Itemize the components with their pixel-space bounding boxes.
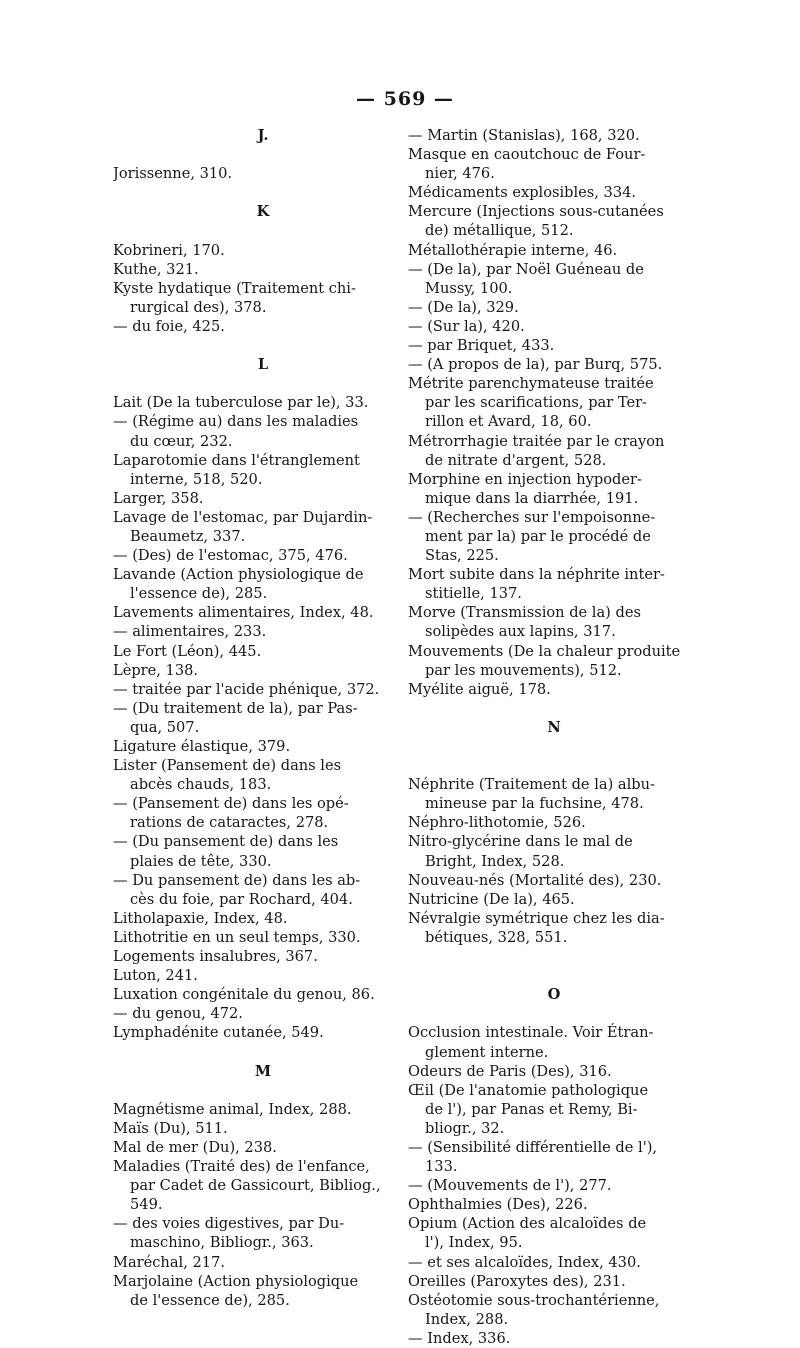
index-entry: Marjolaine (Action physiologique <box>113 1272 359 1290</box>
index-entry: — (Pansement de) dans les opé- <box>113 795 349 813</box>
index-entry: Jorissenne, 310. <box>113 165 233 183</box>
index-entry: rations de cataractes, 278. <box>130 814 329 832</box>
index-entry: Métallothérapie interne, 46. <box>408 241 618 259</box>
index-entry: — (Régime au) dans les maladies <box>113 413 359 431</box>
index-entry: Néphrite (Traitement de la) albu- <box>408 776 655 794</box>
blank-line <box>113 1043 413 1062</box>
blank-line <box>113 183 413 202</box>
index-entry: bliogr., 32. <box>425 1119 505 1137</box>
index-entry: Beaumetz, 337. <box>130 527 246 545</box>
index-entry: Masque en caoutchouc de Four- <box>408 146 646 164</box>
index-entry: solipèdes aux lapins, 317. <box>425 623 616 641</box>
index-entry: Kobrineri, 170. <box>113 241 225 259</box>
index-entry: Lavande (Action physiologique de <box>113 566 364 584</box>
index-entry: Lèpre, 138. <box>113 661 199 679</box>
section-letter: L <box>257 356 269 374</box>
index-entry: Laparotomie dans l'étranglement <box>113 451 360 469</box>
index-entry: 133. <box>425 1158 458 1176</box>
section-letter: O <box>547 986 561 1004</box>
index-entry: Morve (Transmission de la) des <box>408 604 641 622</box>
index-entry: Nitro-glycérine dans le mal de <box>408 833 633 851</box>
index-entry: Le Fort (Léon), 445. <box>113 642 262 660</box>
index-entry: — (Des) de l'estomac, 375, 476. <box>113 547 348 565</box>
index-entry: Mussy, 100. <box>425 279 513 297</box>
blank-line <box>408 947 700 966</box>
index-entry: — (Du traitement de la), par Pas- <box>113 699 358 717</box>
index-entry: — Index, 336. <box>408 1329 511 1347</box>
index-entry: par les mouvements), 512. <box>425 661 622 679</box>
index-entry: Magnétisme animal, Index, 288. <box>113 1100 352 1118</box>
blank-line <box>408 699 700 718</box>
index-entry: Opium (Action des alcaloïdes de <box>408 1215 647 1233</box>
index-entry: Stas, 225. <box>425 547 499 565</box>
index-entry: Litholapaxie, Index, 48. <box>113 909 288 927</box>
index-entry: Lait (De la tuberculose par le), 33. <box>113 394 369 412</box>
index-entry: de l'), par Panas et Remy, Bi- <box>425 1100 638 1118</box>
index-entry: Odeurs de Paris (Des), 316. <box>408 1062 612 1080</box>
index-entry: nier, 476. <box>425 165 495 183</box>
index-entry: — par Briquet, 433. <box>408 337 555 355</box>
index-entry: Lymphadénite cutanée, 549. <box>113 1024 324 1042</box>
index-entry: qua, 507. <box>130 718 200 736</box>
index-entry: Lister (Pansement de) dans les <box>113 757 342 775</box>
index-entry: Métrite parenchymateuse traitée <box>408 375 654 393</box>
index-entry: Maïs (Du), 511. <box>113 1119 228 1137</box>
index-entry: bétiques, 328, 551. <box>425 928 568 946</box>
index-entry: du cœur, 232. <box>130 432 233 450</box>
index-entry: — (Sur la), 420. <box>408 317 525 335</box>
index-entry: — du genou, 472. <box>113 1005 243 1023</box>
index-entry: Mouvements (De la chaleur produite <box>408 642 681 660</box>
index-entry: l'essence de), 285. <box>130 585 268 603</box>
index-entry: Index, 288. <box>425 1310 509 1328</box>
index-entry: — alimentaires, 233. <box>113 623 267 641</box>
index-entry: Médicaments explosibles, 334. <box>408 184 637 202</box>
blank-line <box>408 737 700 756</box>
index-entry: interne, 518, 520. <box>130 470 263 488</box>
index-entry: Néphro-lithotomie, 526. <box>408 814 586 832</box>
index-entry: plaies de tête, 330. <box>130 852 272 870</box>
index-entry: — (A propos de la), par Burq, 575. <box>408 356 663 374</box>
index-entry: — du foie, 425. <box>113 317 225 335</box>
index-entry: Lavements alimentaires, Index, 48. <box>113 604 374 622</box>
index-entry: — (Sensibilité différentielle de l'), <box>408 1138 658 1156</box>
index-column-right <box>408 126 700 1348</box>
blank-line <box>113 336 413 355</box>
index-entry: — (Du pansement de) dans les <box>113 833 339 851</box>
index-entry: Maréchal, 217. <box>113 1253 225 1271</box>
index-entry: cès du foie, par Rochard, 404. <box>130 890 353 908</box>
section-letter: K <box>256 203 270 221</box>
blank-line <box>113 1081 413 1100</box>
index-entry: de) métallique, 512. <box>425 222 574 240</box>
index-column-left <box>113 126 413 1310</box>
index-entry: Luton, 241. <box>113 967 198 985</box>
index-entry: par Cadet de Gassicourt, Bibliog., <box>130 1177 381 1195</box>
index-entry: Mal de mer (Du), 238. <box>113 1138 277 1156</box>
index-entry: abcès chauds, 183. <box>130 776 272 794</box>
index-entry: — (De la), 329. <box>408 298 519 316</box>
index-entry: l'), Index, 95. <box>425 1234 523 1252</box>
index-entry: Bright, Index, 528. <box>425 852 565 870</box>
index-entry: Occlusion intestinale. Voir Étran- <box>408 1024 654 1042</box>
index-entry: par les scarifications, par Ter- <box>425 394 647 412</box>
index-entry: Œil (De l'anatomie pathologique <box>408 1081 649 1099</box>
index-entry: Ostéotomie sous-trochantérienne, <box>408 1291 660 1309</box>
index-entry: Kyste hydatique (Traitement chi- <box>113 279 356 297</box>
index-entry: Lithotritie en un seul temps, 330. <box>113 928 361 946</box>
index-entry: — (Mouvements de l'), 277. <box>408 1177 612 1195</box>
index-entry: rillon et Avard, 18, 60. <box>425 413 592 431</box>
index-entry: de nitrate d'argent, 528. <box>425 451 607 469</box>
blank-line <box>113 145 413 164</box>
index-entry: stitielle, 137. <box>425 585 522 603</box>
index-entry: Logements insalubres, 367. <box>113 948 318 966</box>
index-entry: Luxation congénitale du genou, 86. <box>113 986 375 1004</box>
index-entry: Maladies (Traité des) de l'enfance, <box>113 1158 370 1176</box>
index-entry: Larger, 358. <box>113 489 204 507</box>
index-entry: Ophthalmies (Des), 226. <box>408 1196 588 1214</box>
index-entry: — (De la), par Noël Guéneau de <box>408 260 644 278</box>
section-letter: J. <box>257 127 269 144</box>
index-entry: Kuthe, 321. <box>113 260 199 278</box>
index-entry: — Martin (Stanislas), 168, 320. <box>408 127 640 144</box>
index-entry: — (Recherches sur l'empoisonne- <box>408 508 656 526</box>
index-entry: Nouveau-nés (Mortalité des), 230. <box>408 871 662 889</box>
index-entry: — traitée par l'acide phénique, 372. <box>113 680 380 698</box>
section-letter: M <box>254 1062 272 1080</box>
index-entry: Lavage de l'estomac, par Dujardin- <box>113 508 373 526</box>
index-entry: — et ses alcaloïdes, Index, 430. <box>408 1253 641 1271</box>
index-entry: Myélite aiguë, 178. <box>408 680 551 698</box>
index-entry: Métrorrhagie traitée par le crayon <box>408 432 665 450</box>
page-number: — 569 — <box>356 88 454 110</box>
index-entry: rurgical des), 378. <box>130 298 267 316</box>
index-entry: maschino, Bibliogr., 363. <box>130 1234 314 1252</box>
index-entry: Morphine en injection hypoder- <box>408 470 642 488</box>
index-entry: Mercure (Injections sous-cutanées <box>408 203 664 221</box>
blank-line <box>408 1004 700 1023</box>
index-entry: — Du pansement de) dans les ab- <box>113 871 361 889</box>
index-entry: de l'essence de), 285. <box>130 1291 290 1309</box>
index-entry: Oreilles (Paroxytes des), 231. <box>408 1272 626 1290</box>
index-entry: Mort subite dans la néphrite inter- <box>408 566 665 584</box>
index-entry: — des voies digestives, par Du- <box>113 1215 345 1233</box>
index-entry: mique dans la diarrhée, 191. <box>425 489 639 507</box>
blank-line <box>113 221 413 240</box>
index-entry: Névralgie symétrique chez les dia- <box>408 909 665 927</box>
index-entry: glement interne. <box>425 1043 549 1061</box>
section-letter: N <box>547 718 561 736</box>
index-entry: 549. <box>130 1196 163 1214</box>
index-entry: ment par la) par le procédé de <box>425 527 651 545</box>
index-entry: mineuse par la fuchsine, 478. <box>425 795 644 813</box>
index-entry: Nutricine (De la), 465. <box>408 890 575 908</box>
blank-line <box>113 374 413 393</box>
index-entry: Ligature élastique, 379. <box>113 738 291 755</box>
blank-line <box>408 756 700 775</box>
blank-line <box>408 966 700 985</box>
